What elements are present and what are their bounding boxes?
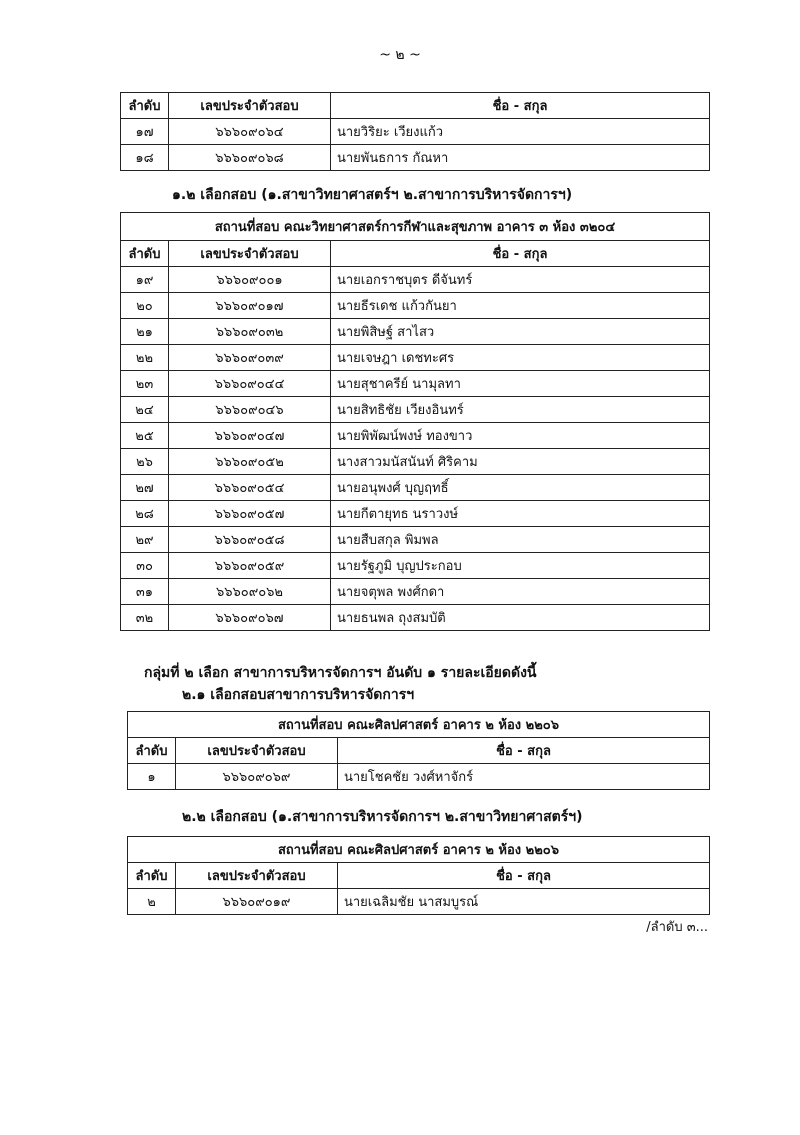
venue-label: สถานที่สอบ คณะศิลปศาสตร์ อาคาร ๒ ห้อง ๒๒๐๖: [128, 712, 710, 738]
table-row: [121, 293, 710, 319]
cell-no: ๒๖: [121, 449, 169, 475]
cell-name: นายกีตายุทธ นราวงษ์: [331, 501, 710, 527]
cell-id: ๖๖๖๐๙๐๑๙: [176, 889, 338, 915]
cell-id: ๖๖๖๐๙๐๓๒: [169, 319, 331, 345]
table-header-row: [128, 863, 710, 889]
cell-no: ๓๑: [121, 579, 169, 605]
cell-no: ๒๗: [121, 475, 169, 501]
cell-name: นายโชคชัย วงศ์หาจักร์: [338, 764, 710, 790]
cell-no: ๑๗: [121, 119, 169, 145]
table-row: [121, 449, 710, 475]
table-row: [121, 345, 710, 371]
col-header-name: ชื่อ - สกุล: [331, 93, 710, 119]
cell-id: ๖๖๖๐๙๐๔๔: [169, 371, 331, 397]
col-header-no: ลำดับ: [128, 738, 176, 764]
col-header-id: เลขประจำตัวสอบ: [169, 93, 331, 119]
table-row: [128, 889, 710, 915]
col-header-name: ชื่อ - สกุล: [331, 241, 710, 267]
cell-no: ๒๕: [121, 423, 169, 449]
col-header-id: เลขประจำตัวสอบ: [176, 738, 338, 764]
table-row: [121, 605, 710, 631]
col-header-name: ชื่อ - สกุล: [338, 863, 710, 889]
page-number: ~ ๒ ~: [379, 47, 421, 63]
cell-no: ๓๐: [121, 553, 169, 579]
venue-row: [121, 213, 710, 241]
table-row: [121, 553, 710, 579]
cell-no: ๒: [128, 889, 176, 915]
table-row: [121, 501, 710, 527]
cell-name: นายเอกราชบุตร ดีจันทร์: [331, 267, 710, 293]
cell-id: ๖๖๖๐๙๐๐๑: [169, 267, 331, 293]
table-row: [121, 475, 710, 501]
table-a: [120, 92, 710, 171]
venue-label: สถานที่สอบ คณะวิทยาศาสตร์การกีฬาและสุขภาพ อาคาร ๓ ห้อง ๓๒๐๔: [121, 213, 710, 241]
table-row: [128, 764, 710, 790]
cell-id: ๖๖๖๐๙๐๑๗: [169, 293, 331, 319]
cell-name: นายธีรเดช แก้วกันยา: [331, 293, 710, 319]
cell-no: ๓๒: [121, 605, 169, 631]
cell-name: นายเจษฎา เดชทะศร: [331, 345, 710, 371]
cell-no: ๒๘: [121, 501, 169, 527]
col-header-no: ลำดับ: [121, 241, 169, 267]
cell-no: ๒๒: [121, 345, 169, 371]
cell-name: นายวิริยะ เวียงแก้ว: [331, 119, 710, 145]
table-header-row: [121, 93, 710, 119]
col-header-no: ลำดับ: [128, 863, 176, 889]
table-d: [127, 836, 710, 915]
table-row: [121, 527, 710, 553]
table-c: [127, 711, 710, 790]
cell-name: นายอนุพงศ์ บุญฤทธิ์: [331, 475, 710, 501]
cell-id: ๖๖๖๐๙๐๖๘: [169, 145, 331, 171]
col-header-id: เลขประจำตัวสอบ: [176, 863, 338, 889]
table-b: [120, 212, 710, 631]
cell-id: ๖๖๖๐๙๐๖๔: [169, 119, 331, 145]
table-row: [121, 145, 710, 171]
cell-name: นายธนพล ถุงสมบัติ: [331, 605, 710, 631]
cell-id: ๖๖๖๐๙๐๓๙: [169, 345, 331, 371]
cell-name: นายเฉลิมชัย นาสมบูรณ์: [338, 889, 710, 915]
cell-id: ๖๖๖๐๙๐๔๗: [169, 423, 331, 449]
group-2-heading: กลุ่มที่ ๒ เลือก สาขาการบริหารจัดการฯ อันดับ ๑ รายละเอียดดังนี้: [144, 665, 537, 681]
cell-no: ๑: [128, 764, 176, 790]
table-row: [121, 397, 710, 423]
table-row: [121, 371, 710, 397]
section-heading-2-1: ๒.๑ เลือกสอบสาขาการบริหารจัดการฯ: [182, 687, 415, 703]
cell-name: นางสาวมนัสนันท์ ศิริคาม: [331, 449, 710, 475]
cell-name: นายพันธการ กัณหา: [331, 145, 710, 171]
cell-no: ๒๓: [121, 371, 169, 397]
col-header-no: ลำดับ: [121, 93, 169, 119]
cell-name: นายพิพัฒน์พงษ์ ทองขาว: [331, 423, 710, 449]
cell-name: นายสิทธิชัย เวียงอินทร์: [331, 397, 710, 423]
cell-name: นายรัฐภูมิ บุญประกอบ: [331, 553, 710, 579]
cell-id: ๖๖๖๐๙๐๕๔: [169, 475, 331, 501]
table-row: [121, 579, 710, 605]
table-row: [121, 119, 710, 145]
cell-name: นายสุชาครีย์ นามุลทา: [331, 371, 710, 397]
section-heading-1-2: ๑.๒ เลือกสอบ (๑.สาขาวิทยาศาสตร์ฯ ๒.สาขาการบริหารจัดการฯ): [172, 187, 573, 203]
section-heading-2-2: ๒.๒ เลือกสอบ (๑.สาขาการบริหารจัดการฯ ๒.สาขาวิทยาศาสตร์ฯ): [182, 809, 583, 825]
cell-no: ๒๙: [121, 527, 169, 553]
venue-row: [128, 837, 710, 863]
cell-name: นายพิสิษฐ์ สาไสว: [331, 319, 710, 345]
cell-id: ๖๖๖๐๙๐๕๗: [169, 501, 331, 527]
cell-id: ๖๖๖๐๙๐๖๗: [169, 605, 331, 631]
cell-id: ๖๖๖๐๙๐๕๙: [169, 553, 331, 579]
venue-row: [128, 712, 710, 738]
cell-id: ๖๖๖๐๙๐๕๒: [169, 449, 331, 475]
cell-no: ๑๙: [121, 267, 169, 293]
cell-no: ๑๘: [121, 145, 169, 171]
venue-label: สถานที่สอบ คณะศิลปศาสตร์ อาคาร ๒ ห้อง ๒๒๐๖: [128, 837, 710, 863]
table-header-row: [128, 738, 710, 764]
cell-no: ๒๔: [121, 397, 169, 423]
col-header-name: ชื่อ - สกุล: [338, 738, 710, 764]
cell-no: ๒๑: [121, 319, 169, 345]
cell-id: ๖๖๖๐๙๐๖๒: [169, 579, 331, 605]
table-header-row: [121, 241, 710, 267]
cell-no: ๒๐: [121, 293, 169, 319]
continuation-note: /ลำดับ ๓...: [646, 920, 708, 935]
table-row: [121, 423, 710, 449]
cell-id: ๖๖๖๐๙๐๕๘: [169, 527, 331, 553]
table-row: [121, 319, 710, 345]
cell-id: ๖๖๖๐๙๐๖๙: [176, 764, 338, 790]
col-header-id: เลขประจำตัวสอบ: [169, 241, 331, 267]
table-row: [121, 267, 710, 293]
cell-name: นายจตุพล พงศ์กดา: [331, 579, 710, 605]
cell-name: นายสืบสกุล พิมพล: [331, 527, 710, 553]
cell-id: ๖๖๖๐๙๐๔๖: [169, 397, 331, 423]
